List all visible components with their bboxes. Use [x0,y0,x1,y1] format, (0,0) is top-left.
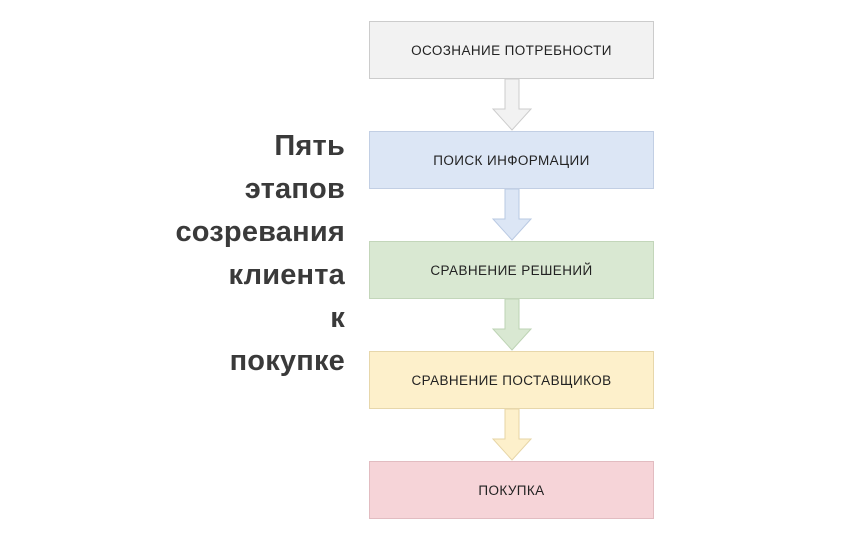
flow-chart [369,21,654,519]
title-line-2: этапов [244,172,345,205]
node-awareness [369,21,654,79]
title-line-4: клиента [228,258,345,291]
title-line-5: к [330,301,345,334]
node-awareness-label: ОСОЗНАНИЕ ПОТРЕБНОСТИ [411,42,612,58]
node-information-search [369,131,654,189]
node-information-search-label: ПОИСК ИНФОРМАЦИИ [433,152,590,168]
arrow-search-to-solutions [369,189,654,241]
node-solution-comparison [369,241,654,299]
arrow-suppliers-to-purchase [369,409,654,461]
title-line-6: покупке [229,344,345,377]
node-purchase-label: ПОКУПКА [478,482,545,498]
node-supplier-comparison [369,351,654,409]
title-line-1: Пять [274,130,345,162]
node-supplier-comparison-label: СРАВНЕНИЕ ПОСТАВЩИКОВ [411,372,612,388]
arrow-solutions-to-suppliers [369,299,654,351]
arrow-awareness-to-search [369,79,654,131]
page-title [150,125,345,382]
node-purchase [369,461,654,519]
node-solution-comparison-label: СРАВНЕНИЕ РЕШЕНИЙ [430,262,593,278]
title-line-3: созревания [175,215,345,248]
